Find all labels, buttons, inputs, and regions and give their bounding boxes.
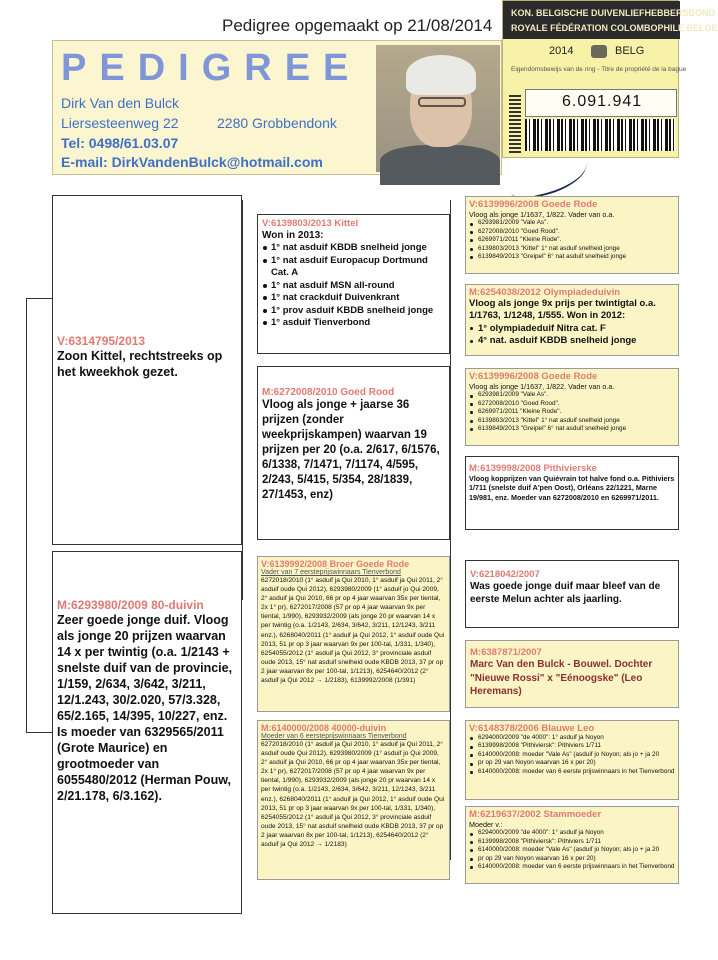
list-item: 6293981/2009 "Vale As". bbox=[469, 391, 675, 399]
list-item: 1° nat asduif MSN all-round bbox=[262, 280, 445, 293]
owner-name: Dirk Van den Bulck bbox=[61, 95, 180, 111]
list-item: 6140000/2008: moeder "Vale As" (asduif jo Noyon; als jo + ja 20 bbox=[469, 751, 675, 759]
sire-dam-dam-box bbox=[465, 456, 679, 530]
page-title: Pedigree opgemaakt op 21/08/2014 bbox=[222, 16, 493, 35]
dds-list bbox=[469, 734, 675, 776]
tree-connector bbox=[26, 298, 52, 299]
ddd-name: M:6219637/2002 Stammoeder bbox=[469, 809, 602, 820]
owner-photo bbox=[376, 45, 500, 172]
dam-dam-offspring: 6272018/2010 (1° asduif ja Qui 2010, 1° asduif ja Qui 2011, 2° asduif oude Qui 2012), 6293980/2009 (1° asduif jo Qui 2009, 2° asduif ja Qui 2010, 66 pr op 4 jaar waarvan 35x per tiental, 2x 1° pr), 6272017/2008 (57 pr op 4 jaar waarvan 9x per tiental, 1/990), 6293932/2009 (als jonge 20 pr waarvan 14 x per twintig (o.a. 1/2143, 2/634, 3/642, 3/211, 12/1243, 3/211 enz.), 6268040/2011 (1° asduif ja Qui 2012, 1° asduif oude Qui 2013, 51 pr op 3 jaar waarvan 9x per 100-tal, 1/331, 1/340), 6254055/2012 (1° asduif ja Qui 2012, 3° provinciale asduif oude 2013, 15° nat asduif snelheid oude KBDB 2013, 37 pr op 2 jaar waarvan 8x per 100-tal, 1/1213), 6254640/2012 (2° asduif ja Qui 2012 → 1/2183) bbox=[261, 741, 445, 849]
owner-email: E-mail: DirkVandenBulck@hotmail.com bbox=[61, 154, 323, 170]
dam-sire-box bbox=[257, 556, 450, 712]
list-item: 6139803/2013 "Kittel" 1° nat asduif snelheid jonge bbox=[469, 417, 675, 425]
sire-sire-intro: Won in 2013: bbox=[262, 230, 324, 241]
list-item: 1° nat asduif Europacup Dortmund Cat. A bbox=[262, 255, 445, 280]
list-item: 1° asduif Tienverbond bbox=[262, 317, 445, 330]
barcode bbox=[525, 119, 675, 151]
list-item: 6272008/2010 "Goed Rood". bbox=[469, 228, 675, 236]
dam-dam-sire-box bbox=[465, 720, 679, 800]
list-item: 6293981/2009 "Vale As". bbox=[469, 219, 675, 227]
dam-description: Zeer goede jonge duif. Vloog als jonge 20 prijzen waarvan 14 x per twintig (o.a. 1/2143 + snelste duif van de provincie, 1/159, 2/634, 3/642, 3/211, 12/1.243, 30/2.020, 57/3.328, 65/2.165, 14/395, 10/227, enz. Is moeder van 6329565/2011 (Grote Maurice) en grootmoeder van 6055480/2012 (Herman Pouw, 2/21.178, 6/3.162). bbox=[57, 613, 233, 803]
list-item: 1° nat asduif KBDB snelheid jonge bbox=[262, 242, 445, 255]
ring-certificate bbox=[502, 0, 718, 158]
list-item: 6139998/2008 "Pithiviersk": Pithiviers 1/711 bbox=[469, 742, 675, 750]
list-item: 6140000/2008: moeder van 6 eerste prijswinnaars in het Tienverbond bbox=[469, 768, 675, 776]
list-item: 6140000/2008: moeder van 6 eerste prijswinnaars in het Tienverbond bbox=[469, 863, 675, 871]
sire-sire-wins bbox=[262, 242, 445, 330]
sss-name: V:6139996/2008 Goede Rode bbox=[469, 199, 598, 210]
tree-connector bbox=[450, 200, 451, 860]
list-item: 1° olympiadeduif Nitra cat. F bbox=[469, 323, 675, 336]
sire-sire-box bbox=[257, 214, 450, 354]
sire-sire-sire-box bbox=[465, 196, 679, 274]
sss-list bbox=[469, 219, 675, 261]
list-item: pr op 29 van Noyon waarvan 16 x per 20) bbox=[469, 855, 675, 863]
list-item: 4° nat. asduif KBDB snelheid jonge bbox=[469, 335, 675, 348]
tree-connector bbox=[26, 298, 27, 732]
sds-list bbox=[469, 391, 675, 433]
dam-sire-dam-box bbox=[465, 640, 679, 708]
list-item: 6294000/2009 "de 4000": 1° asduif ja Noyon bbox=[469, 829, 675, 837]
sire-dam-box bbox=[257, 366, 450, 540]
sire-name: V:6314795/2013 bbox=[57, 334, 146, 348]
ring-country: BELG bbox=[615, 45, 645, 57]
ring-owner-line: Eigendomsbewijs van de ring - Titre de propriété de la bague bbox=[511, 66, 687, 73]
dam-dam-dam-box bbox=[465, 806, 679, 884]
dam-dam-name: M:6140000/2008 40000-duivin bbox=[261, 723, 387, 733]
ring-org-fr: ROYALE FÉDÉRATION COLOMBOPHILE BELGE bbox=[511, 23, 718, 33]
sire-sire-dam-box bbox=[465, 284, 679, 356]
list-item: 6269971/2011 "Kleine Rode". bbox=[469, 408, 675, 416]
sdd-description: Vloog kopprijzen van Quiévrain tot halve fond o.a. Pithiviers 1/711 (snelste duif A'pen Oost), Orléans 22/1221, Marne 19/981, enz. Moeder van 6272008/2010 en 6269971/2011. bbox=[469, 474, 675, 502]
dam-sire-offspring: 6272018/2010 (1° asduif ja Qui 2010, 1° asduif ja Qui 2011, 2° asduif oude Qui 2012), 6293980/2009 (1° asduif jo Qui 2009, 2° asduif ja Qui 2010, 66 pr op 4 jaar waarvan 35x per tiental, 2x 1° pr), 6272017/2008 (57 pr op 4 jaar waarvan 9x per tiental, 1/990), 6293932/2009 (als jonge 20 pr waarvan 14 x per twintig (o.a. 1/2143, 2/634, 3/642, 3/211, 12/1243, 3/211 enz.), 6268040/2011 (1° asduif ja Qui 2012, 1° asduif oude Qui 2013, 51 pr op 3 jaar waarvan 9x per 100-tal, 1/331, 1/340), 6254055/2012 (1° asduif ja Qui 2012, 3° provinciale asduif oude 2013, 15° nat asduif snelheid oude KBDB 2013, 37 pr op 2 jaar waarvan 8x per 100-tal, 1/1213), 6254640/2012 (2° asduif ja Qui 2012 → 1/2183), 6139992/2008 (1/391) bbox=[261, 577, 445, 685]
sdd-name: M:6139998/2008 Pithivierske bbox=[469, 463, 597, 474]
ddd-list bbox=[469, 829, 675, 871]
crown-icon bbox=[591, 45, 607, 58]
list-item: 6140000/2008: moeder "Vale As" (asduif jo Noyon; als jo + ja 20 bbox=[469, 846, 675, 854]
owner-city: 2280 Grobbendonk bbox=[217, 115, 337, 131]
dam-dam-box bbox=[257, 720, 450, 880]
dam-dam-subtitle: Moeder van 6 eersteprijswinnaars Tienverbond bbox=[261, 733, 407, 740]
ring-year: 2014 bbox=[549, 45, 574, 57]
list-item: 6139849/2013 "Greipel" 6° nat asduif snelheid jonge bbox=[469, 253, 675, 261]
list-item: 6269971/2011 "Kleine Rode". bbox=[469, 236, 675, 244]
owner-address: Liersesteenweg 22 bbox=[61, 115, 179, 131]
dds-name: V:6148378/2006 Blauwe Leo bbox=[469, 723, 595, 734]
dss-name: V:6218042/2007 bbox=[470, 569, 540, 580]
list-item: 6139803/2013 "Kittel" 1° nat asduif snelheid jonge bbox=[469, 245, 675, 253]
owner-phone: Tel: 0498/61.03.07 bbox=[61, 135, 179, 151]
dam-name: M:6293980/2009 80-duivin bbox=[57, 598, 204, 612]
sire-box bbox=[52, 195, 242, 545]
sds-name: V:6139996/2008 Goede Rode bbox=[469, 371, 598, 382]
ring-side-barcode bbox=[509, 93, 521, 153]
dam-sire-sire-box bbox=[465, 560, 679, 628]
list-item: 6294000/2009 "de 4000": 1° asduif ja Noyon bbox=[469, 734, 675, 742]
list-item: 1° prov asduif KBDB snelheid jonge bbox=[262, 305, 445, 318]
sire-dam-description: Vloog als jonge + jaarse 36 prijzen (zonder weekprijskampen) waarvan 19 prijzen per 20 (o.a. 2/617, 6/1576, 6/1338, 7/1471, 7/1174, 4/595, 2/243, 5/415, 5/354, 28/1839, 27/1453, enz) bbox=[262, 399, 440, 501]
dam-sire-name: V:6139992/2008 Broer Goede Rode bbox=[261, 559, 410, 569]
ddd-intro: Moeder v.: bbox=[469, 820, 503, 829]
dam-sire-subtitle: Vader van 7 eersteprijswinnaars Tienverbond bbox=[261, 569, 401, 576]
ssd-name: M:6254038/2012 Olympiadeduivin bbox=[469, 287, 621, 298]
ring-number: 6.091.941 bbox=[562, 93, 643, 110]
ring-org-nl: KON. BELGISCHE DUIVENLIEFHEBBERSBOND bbox=[511, 8, 716, 18]
breeder-header bbox=[52, 40, 502, 175]
sire-description: Zoon Kittel, rechtstreeks op het kweekhok gezet. bbox=[57, 349, 223, 379]
list-item: 6139998/2008 "Pithiviersk": Pithiviers 1/711 bbox=[469, 838, 675, 846]
list-item: 1° nat crackduif Duivenkrant bbox=[262, 292, 445, 305]
list-item: pr op 29 van Noyon waarvan 16 x per 20) bbox=[469, 759, 675, 767]
pedigree-banner: PEDIGREE bbox=[61, 47, 362, 89]
ssd-description: Vloog als jonge 9x prijs per twintigtal o.a. 1/1763, 1/1248, 1/555. Won in 2012: bbox=[469, 298, 656, 322]
sire-dam-sire-box bbox=[465, 368, 679, 446]
dsd-name: M:6387871/2007 bbox=[470, 647, 542, 658]
tree-connector bbox=[26, 732, 52, 733]
ssd-list bbox=[469, 323, 675, 348]
ring-number-box bbox=[525, 89, 677, 117]
list-item: 6272008/2010 "Goed Rood". bbox=[469, 400, 675, 408]
sss-body: Vloog als jonge 1/1637, 1/822. Vader van o.a. bbox=[469, 210, 615, 219]
sire-sire-name: V:6139803/2013 Kittel bbox=[262, 218, 359, 229]
list-item: 6139849/2013 "Greipel" 6° nat asduif snelheid jonge bbox=[469, 425, 675, 433]
dsd-description: Marc Van den Bulck - Bouwel. Dochter "Nieuwe Rossi" x "Eénoogske" (Leo Heremans) bbox=[470, 659, 653, 697]
sire-dam-name: M:6272008/2010 Goed Rood bbox=[262, 387, 395, 398]
dam-box bbox=[52, 551, 242, 914]
sds-body: Vloog als jonge 1/1637, 1/822. Vader van o.a. bbox=[469, 382, 615, 391]
dss-description: Was goede jonge duif maar bleef van de eerste Melun achter als jaarling. bbox=[470, 581, 661, 605]
tree-connector bbox=[242, 200, 243, 600]
